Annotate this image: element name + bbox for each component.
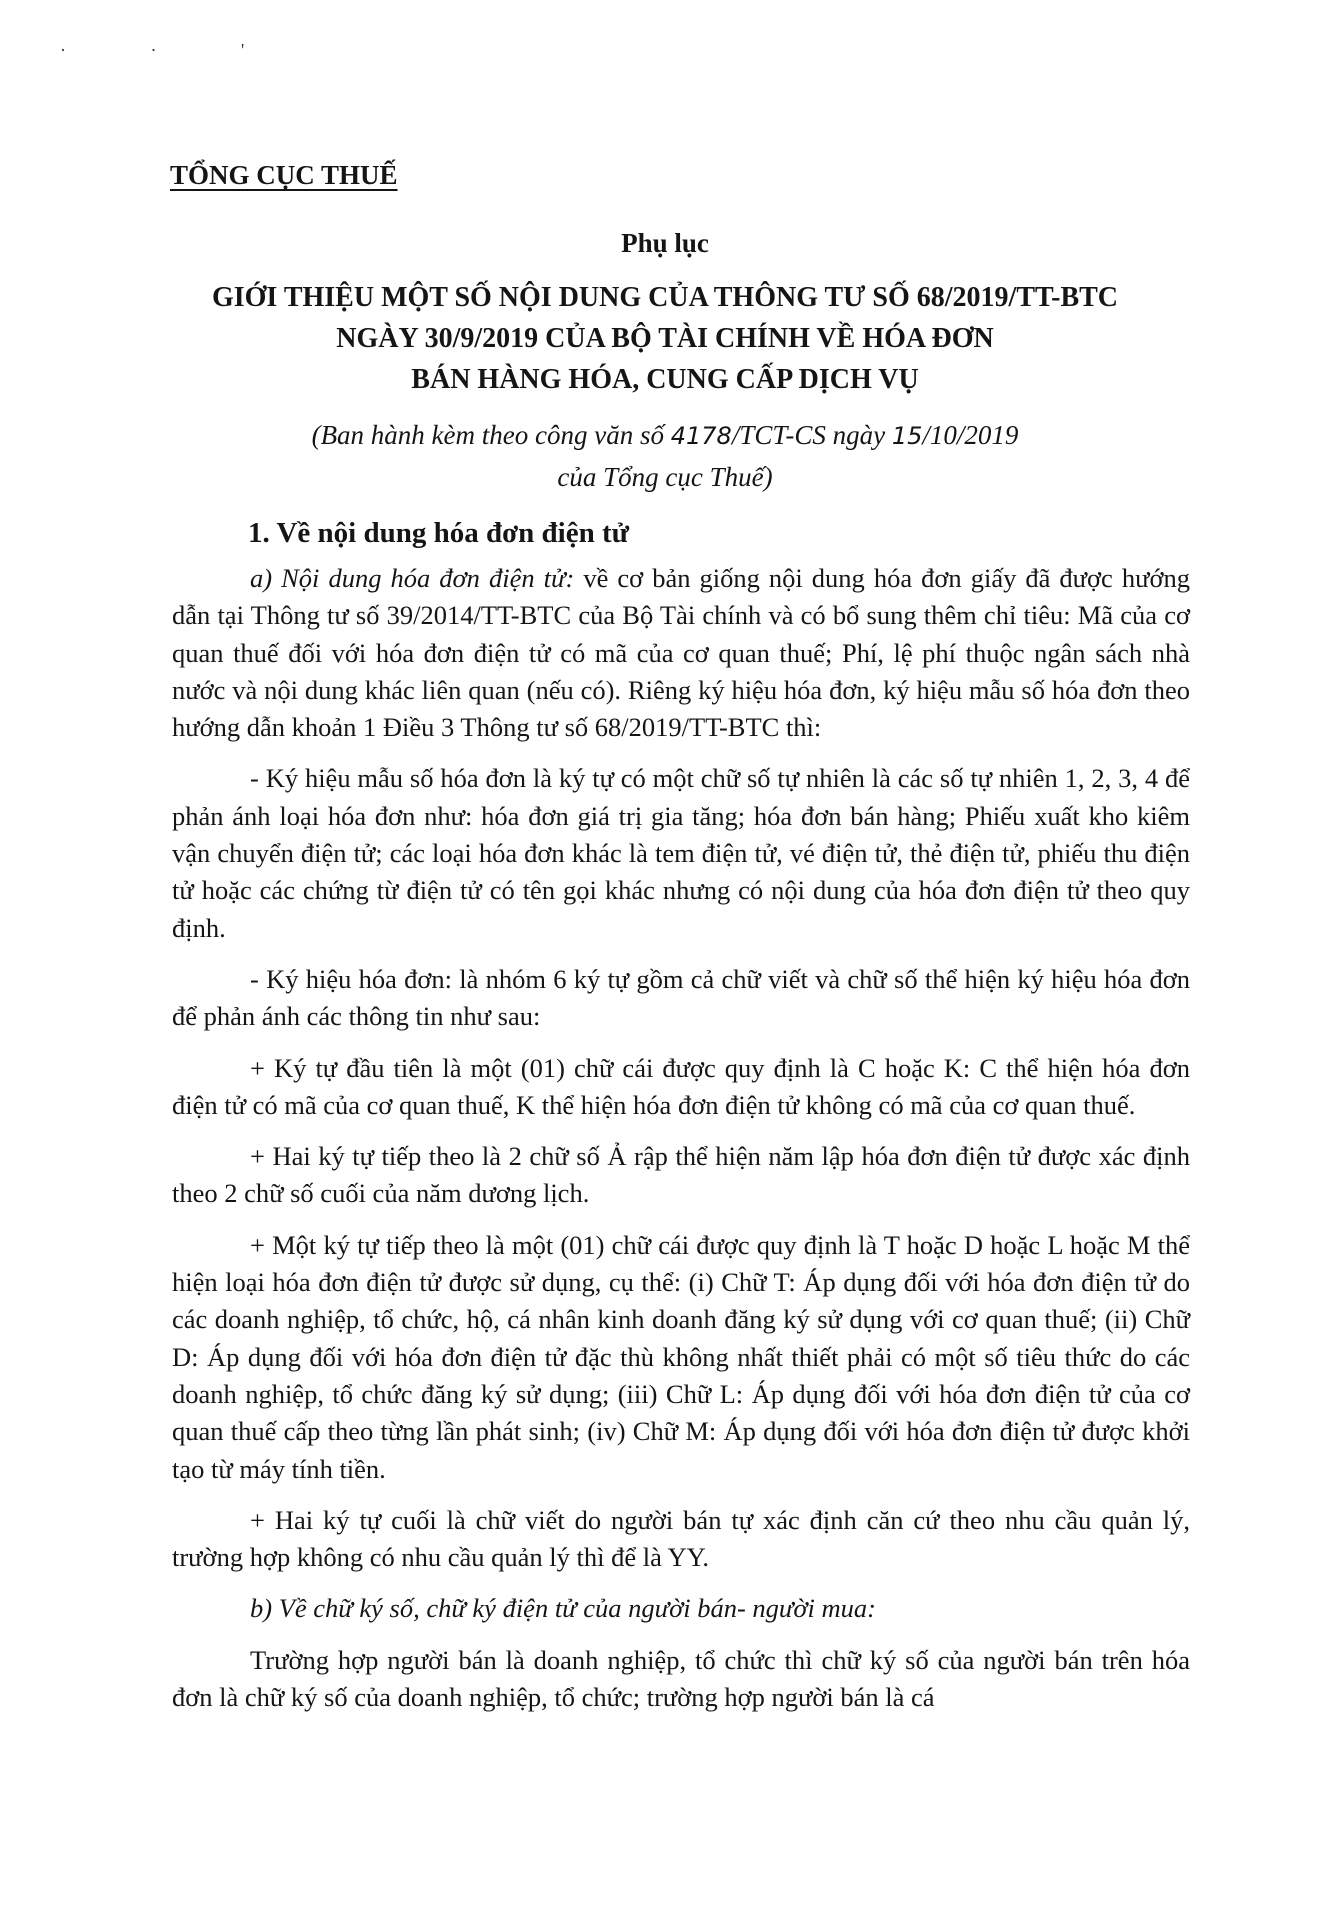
issuance-mid: /TCT-CS ngày bbox=[731, 420, 892, 450]
section-1-body bbox=[172, 560, 1190, 1716]
issuing-agency: TỔNG CỤC THUẾ bbox=[170, 160, 398, 190]
document-title-line-3: BÁN HÀNG HÓA, CUNG CẤP DỊCH VỤ bbox=[411, 364, 919, 395]
paragraph-b-heading: b) Về chữ ký số, chữ ký điện tử của người bán- người mua: bbox=[250, 1593, 876, 1624]
handwritten-document-number: 4178 bbox=[670, 422, 732, 450]
issuance-note-line-2: của Tổng cục Thuế) bbox=[557, 462, 773, 492]
paragraph-a-label: a) Nội dung hóa đơn điện tử: bbox=[250, 563, 575, 593]
handwritten-day: 15 bbox=[891, 422, 923, 450]
issuance-prefix: (Ban hành kèm theo công văn số bbox=[311, 420, 671, 450]
issuance-note bbox=[150, 420, 1180, 451]
appendix-label: Phụ lục bbox=[621, 228, 709, 258]
issuance-date-rest: /10/2019 bbox=[922, 420, 1019, 450]
paragraph-type-char: + Một ký tự tiếp theo là một (01) chữ cái được quy định là T hoặc D hoặc L hoặc M thể hiện loại hóa đơn điện tử được sử dụng, cụ thể: (i) Chữ T: Áp dụng đối với hóa đơn điện tử do các doanh nghiệp, tổ chức, hộ, cá nhân kinh doanh đăng ký sử dụng với cơ quan thuế; (ii) Chữ D: Áp dụng đối với hóa đơn điện tử đặc thù không nhất thiết phải có một số tiêu thức do các doanh nghiệp, tổ chức đăng ký sử dụng; (iii) Chữ L: Áp dụng đối với hóa đơn điện tử của cơ quan thuế cấp theo từng lần phát sinh; (iv) Chữ M: Áp dụng đối với hóa đơn điện tử được khởi tạo từ máy tính tiền. bbox=[172, 1229, 1190, 1484]
paragraph-two-digits: + Hai ký tự tiếp theo là 2 chữ số Ả rập thể hiện năm lập hóa đơn điện tử được xác định theo 2 chữ số cuối của năm dương lịch. bbox=[172, 1141, 1190, 1209]
paragraph-form-symbol: - Ký hiệu mẫu số hóa đơn là ký tự có một chữ số tự nhiên là các số tự nhiên 1, 2, 3, 4 để phản ánh loại hóa đơn như: hóa đơn giá trị gia tăng; hóa đơn bán hàng; Phiếu xuất kho kiêm vận chuyển điện tử; các loại hóa đơn khác là tem điện tử, vé điện tử, thẻ điện tử, phiếu thu điện tử hoặc các chứng từ điện tử có tên gọi khác nhưng có nội dung của hóa đơn điện tử theo quy định. bbox=[172, 763, 1190, 943]
scan-specks: · · ' bbox=[60, 40, 285, 60]
section-1-heading: 1. Về nội dung hóa đơn điện tử bbox=[248, 517, 630, 549]
paragraph-invoice-symbol: - Ký hiệu hóa đơn: là nhóm 6 ký tự gồm cả chữ viết và chữ số thể hiện ký hiệu hóa đơn để phản ánh các thông tin như sau: bbox=[172, 963, 1190, 1032]
paragraph-a bbox=[172, 560, 1190, 746]
document-title-line-2: NGÀY 30/9/2019 CỦA BỘ TÀI CHÍNH VỀ HÓA ĐƠN bbox=[336, 323, 994, 354]
paragraph-a-text: về cơ bản giống nội dung hóa đơn giấy đã được hướng dẫn tại Thông tư số 39/2014/TT-BTC của Bộ Tài chính và có bổ sung thêm chỉ tiêu: Mã của cơ quan thuế đối với hóa đơn điện tử có mã của cơ quan thuế; Phí, lệ phí thuộc ngân sách nhà nước và nội dung khác liên quan (nếu có). Riêng ký hiệu hóa đơn, ký hiệu mẫu số hóa đơn theo hướng dẫn khoản 1 Điều 3 Thông tư số 68/2019/TT-BTC thì: bbox=[172, 563, 1190, 743]
document-title-line-1: GIỚI THIỆU MỘT SỐ NỘI DUNG CỦA THÔNG TƯ SỐ 68/2019/TT-BTC bbox=[211, 282, 1119, 313]
paragraph-b-text: Trường hợp người bán là doanh nghiệp, tổ chức thì chữ ký số của người bán trên hóa đơn là chữ ký số của doanh nghiệp, tổ chức; trường hợp người bán là cá bbox=[172, 1644, 1190, 1713]
paragraph-first-char: + Ký tự đầu tiên là một (01) chữ cái được quy định là C hoặc K: C thể hiện hóa đơn điện tử có mã của cơ quan thuế, K thể hiện hóa đơn điện tử không có mã của cơ quan thuế. bbox=[172, 1052, 1190, 1120]
paragraph-last-two: + Hai ký tự cuối là chữ viết do người bán tự xác định căn cứ theo nhu cầu quản lý, trường hợp không có nhu cầu quản lý thì để là YY. bbox=[172, 1504, 1190, 1573]
